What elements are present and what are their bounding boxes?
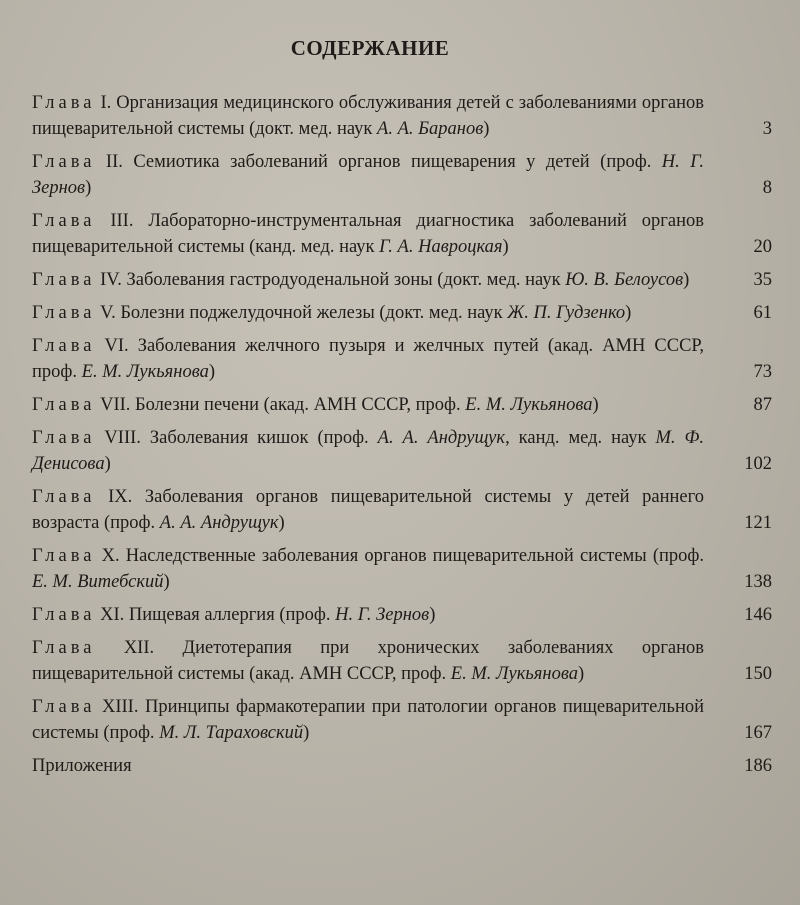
chapter-author: Н. Г. Зернов [32, 152, 704, 198]
chapter-number: X [101, 546, 115, 566]
page-number: 102 [744, 454, 772, 474]
page-number: 167 [744, 723, 772, 743]
chapter-number: III [110, 211, 129, 231]
toc-entry: Глава XII. Диетотерапия при хронических заболеваниях органов пищеварительной системы (акад. АМН СССР, проф. Е. М. Лукьянова) 150 [32, 635, 772, 687]
chapter-label: Глава [32, 546, 96, 566]
chapter-author: Н. Г. Зернов [335, 605, 430, 625]
page-number: 150 [744, 664, 772, 684]
chapter-number: XI [100, 605, 120, 625]
page-number: 146 [744, 605, 772, 625]
toc-entry: Глава VI. Заболевания желчного пузыря и желчных путей (акад. АМН СССР, проф. Е. М. Лукьянова) 73 [32, 333, 772, 385]
chapter-author: А. А. Андрущук [377, 428, 506, 448]
chapter-author: Е. М. Витебский [32, 572, 164, 592]
chapter-title: Болезни поджелудочной железы (докт. мед. наук [120, 303, 508, 323]
appendix-label: Приложения [32, 756, 132, 776]
page-title: СОДЕРЖАНИЕ [290, 36, 450, 60]
toc-entry: Глава II. Семиотика заболеваний органов пищеварения у детей (проф. Н. Г. Зернов) 8 [32, 149, 772, 201]
chapter-label: Глава [32, 303, 96, 323]
toc-entry: Глава III. Лабораторно-инструментальная диагностика заболеваний органов пищеварительной системы (канд. мед. наук Г. А. Навроцкая) 20 [32, 208, 772, 260]
chapter-number: VI [104, 336, 125, 356]
chapter-number: VII [100, 395, 126, 415]
chapter-title: Организация медицинского обслуживания детей с заболеваниями органов пищеварительной системы (докт. мед. наук [32, 93, 705, 139]
chapter-label: Глава [32, 605, 96, 625]
chapter-label: Глава [32, 93, 96, 113]
chapter-number: I [100, 93, 107, 113]
table-of-contents [32, 90, 772, 786]
page-number: 8 [762, 178, 772, 198]
chapter-number: IX [108, 487, 128, 507]
chapter-title: Лабораторно-инструментальная диагностика заболеваний органов пищеварительной системы (канд. мед. наук [32, 211, 704, 257]
page-number: 3 [762, 119, 772, 139]
chapter-author: Ж. П. Гудзенко [507, 303, 626, 323]
page-number: 61 [753, 303, 772, 323]
chapter-title: Заболевания желчного пузыря и желчных путей (акад. АМН СССР, проф. [32, 336, 705, 382]
chapter-author: М. Л. Тараховский [159, 723, 304, 743]
toc-entry: Глава I. Организация медицинского обслуживания детей с заболеваниями органов пищеварительной системы (докт. мед. наук А. А. Баранов) 3 [32, 90, 772, 142]
chapter-label: Глава [32, 697, 96, 717]
chapter-title: Диетотерапия при хронических заболеваниях органов пищеварительной системы (акад. АМН СССР, проф. [32, 638, 705, 684]
chapter-number: XII [123, 638, 150, 658]
chapter-author: Ю. В. Белоусов [565, 270, 684, 290]
chapter-title: Пищевая аллергия (проф. [128, 605, 336, 625]
page-number: 186 [744, 756, 772, 776]
toc-entry-appendix [32, 753, 772, 779]
page-number: 35 [753, 270, 772, 290]
toc-entry: Глава V. Болезни поджелудочной железы (докт. мед. наук Ж. П. Гудзенко) 61 [32, 300, 772, 326]
toc-entry: Глава XI. Пищевая аллергия (проф. Н. Г. Зернов) 146 [32, 602, 772, 628]
chapter-author: А. А. Андрущук [159, 513, 279, 533]
chapter-title: Заболевания органов пищеварительной системы у детей раннего возраста (проф. [32, 487, 705, 533]
chapter-label: Глава [32, 336, 96, 356]
chapter-author: Г. А. Навроцкая [379, 237, 503, 257]
chapter-title: Заболевания гастродуоденальной зоны (докт. мед. наук [126, 270, 566, 290]
page-number: 87 [753, 395, 772, 415]
chapter-number: VIII [104, 428, 137, 448]
chapter-title: Наследственные заболевания органов пищеварительной системы (проф. [125, 546, 705, 566]
toc-entry: Глава X. Наследственные заболевания органов пищеварительной системы (проф. Е. М. Витебский) 138 [32, 543, 772, 595]
chapter-label: Глава [32, 428, 96, 448]
chapter-title: Болезни печени (акад. АМН СССР, проф. [135, 395, 466, 415]
chapter-author: А. А. Баранов [377, 119, 484, 139]
chapter-label: Глава [32, 211, 96, 231]
toc-entry: Глава VII. Болезни печени (акад. АМН СССР, проф. Е. М. Лукьянова) 87 [32, 392, 772, 418]
page-number: 20 [753, 237, 772, 257]
chapter-title: Принципы фармакотерапии при патологии органов пищеварительной системы (проф. [32, 697, 705, 743]
chapter-number: V [100, 303, 112, 323]
chapter-label: Глава [32, 270, 96, 290]
chapter-label: Глава [32, 395, 96, 415]
chapter-title: Заболевания кишок (проф. [149, 428, 378, 448]
page-number: 121 [744, 513, 772, 533]
toc-entry: Глава IX. Заболевания органов пищеварительной системы у детей раннего возраста (проф. А. А. Андрущук) 121 [32, 484, 772, 536]
chapter-author: Е. М. Лукьянова [81, 362, 209, 382]
chapter-number: XIII [101, 697, 134, 717]
toc-entry: Глава IV. Заболевания гастродуоденальной зоны (докт. мед. наук Ю. В. Белоусов) 35 [32, 267, 772, 293]
chapter-label: Глава [32, 638, 96, 658]
chapter-title: Семиотика заболеваний органов пищеварения у детей (проф. [133, 152, 662, 172]
toc-entry: Глава XIII. Принципы фармакотерапии при патологии органов пищеварительной системы (проф. М. Л. Тараховский) 167 [32, 694, 772, 746]
chapter-author: Е. М. Лукьянова [450, 664, 578, 684]
chapter-number: IV [100, 270, 118, 290]
chapter-label: Глава [32, 487, 96, 507]
toc-entry: Глава VIII. Заболевания кишок (проф. А. А. Андрущук, канд. мед. наук М. Ф. Денисова) 102 [32, 425, 772, 477]
chapter-label: Глава [32, 152, 96, 172]
page-number: 73 [753, 362, 772, 382]
chapter-author: Е. М. Лукьянова [465, 395, 593, 415]
chapter-author: М. Ф. Денисова [32, 428, 705, 474]
chapter-number: II [105, 152, 119, 172]
page-number: 138 [744, 572, 772, 592]
